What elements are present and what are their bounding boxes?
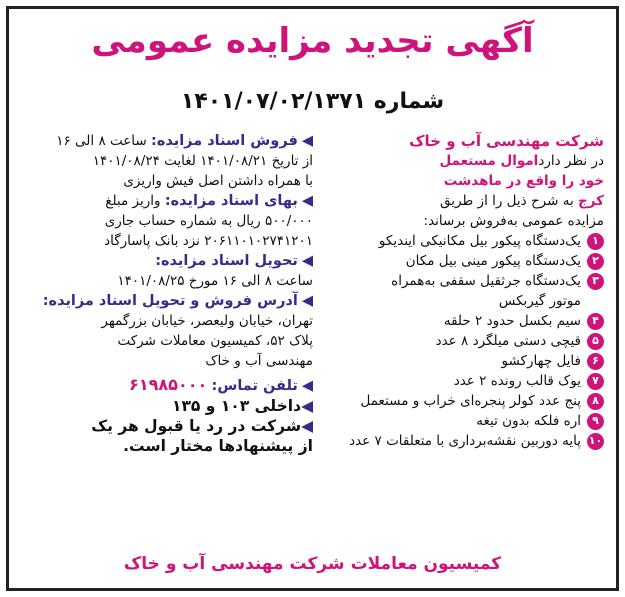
item-text: اره فلکه بدون تیغه <box>476 413 581 429</box>
item-text: سیم بکسل حدود ۲ حلقه <box>443 313 581 329</box>
list-item <box>309 231 604 251</box>
item-number-badge: ۷ <box>587 373 604 390</box>
item-text: قیچی دستی میلگرد ۸ عدد <box>435 333 581 349</box>
sale-line <box>23 131 313 151</box>
phone-head <box>212 378 313 394</box>
intro-pink-1: اموال مستعمل <box>439 153 539 169</box>
item-text: فایل چهارکشو <box>501 353 581 369</box>
triangle-icon: ◀ <box>301 397 313 415</box>
price-text-2: ۵۰۰/۰۰۰ ریال به شماره حساب جاری <box>104 213 313 229</box>
item-number-badge: ۵ <box>587 333 604 350</box>
list-item <box>309 291 604 311</box>
list-item <box>309 331 604 351</box>
list-item <box>309 271 604 291</box>
item-text: یک‌دستگاه جرثقیل سقفی به‌همراه <box>391 273 581 289</box>
sale-head-text: فروش اسناد مزایده: <box>151 133 298 149</box>
sale-head <box>151 133 313 149</box>
item-number-badge: ۶ <box>587 353 604 370</box>
left-column <box>23 131 313 456</box>
price-line <box>23 191 313 211</box>
item-number-badge: ۴ <box>587 313 604 330</box>
notice-number: شماره ۱۴۰۱/۰۷/۰۲/۱۳۷۱ <box>180 89 445 114</box>
list-item <box>309 351 604 371</box>
phone-number: ۶۱۹۸۵۰۰۰ <box>129 375 208 394</box>
delivery-head-text: تحویل اسناد مزایده: <box>155 253 298 269</box>
price-text-3: ۲۰۶۱۱۰۱۰۲۷۴۱۲۰۱ نزد بانک پاسارگاد <box>104 233 313 249</box>
triangle-icon: ◀ <box>301 253 313 269</box>
address-head-text: آدرس فروش و تحویل اسناد مزایده: <box>42 293 298 309</box>
notice-footer: کمیسیون معاملات شرکت مهندسی آب و خاک <box>123 554 502 574</box>
list-item <box>309 431 604 451</box>
sale-text-1: ساعت ۸ الی ۱۶ <box>56 133 147 149</box>
sale-text-2: از تاریخ ۱۴۰۱/۰۸/۲۱ لغایت ۱۴۰۱/۰۸/۲۴ <box>92 153 313 169</box>
ext-text: داخلی ۱۰۳ و ۱۳۵ <box>172 397 302 415</box>
address-head <box>23 291 313 311</box>
address-text-1: تهران، خیابان ولیعصر، خیابان بزرگمهر <box>101 313 313 329</box>
item-number-badge: ۲ <box>587 253 604 270</box>
price-text-1: واریز مبلغ <box>105 193 161 209</box>
item-text: موتور گیربکس <box>498 293 581 309</box>
list-item <box>309 311 604 331</box>
triangle-icon: ◀ <box>301 293 313 309</box>
intro-line-1 <box>309 151 604 171</box>
item-text: پنج عدد کولر پنجره‌ای خراب و مستعمل <box>360 393 581 409</box>
sale-text-3: با همراه داشتن اصل فیش واریزی <box>123 173 313 189</box>
delivery-text: ساعت ۸ الی ۱۶ مورخ ۱۴۰۱/۰۸/۲۵ <box>117 273 313 289</box>
list-item <box>309 371 604 391</box>
triangle-icon: ◀ <box>301 378 313 394</box>
note-line-1 <box>23 416 313 436</box>
intro-pink-2: خود را واقع در ماهدشت <box>443 173 604 189</box>
intro-line-3 <box>309 191 604 211</box>
intro-line-4: مزایده عمومی به‌فروش برساند: <box>423 213 604 229</box>
list-item <box>309 391 604 411</box>
list-item <box>309 411 604 431</box>
right-column <box>309 131 604 451</box>
item-text: یک‌دستگاه پیکور بیل مکانیکی ایندیکو <box>378 233 581 249</box>
intro-text-2: به شرح ذیل را از طریق <box>440 193 574 209</box>
triangle-icon: ◀ <box>301 193 313 209</box>
delivery-head <box>23 251 313 271</box>
address-text-3: مهندسی آب و خاک <box>205 353 313 369</box>
item-number-badge: ۳ <box>587 273 604 290</box>
item-number-badge: ۸ <box>587 393 604 410</box>
intro-pink-3: کرج <box>578 193 604 209</box>
list-item <box>309 251 604 271</box>
ext-line <box>23 396 313 416</box>
triangle-icon: ◀ <box>301 133 313 149</box>
phone-label: تلفن تماس: <box>211 378 298 394</box>
intro-text: در نظر دارد <box>538 153 604 169</box>
price-head <box>165 193 313 209</box>
items-list <box>309 231 604 451</box>
price-head-text: بهای اسناد مزایده: <box>164 193 298 209</box>
triangle-icon: ◀ <box>301 417 313 435</box>
item-text: یک‌دستگاه پیکور مینی بیل مکان <box>405 253 581 269</box>
address-text-2: پلاک ۵۲، کمیسیون معاملات شرکت <box>117 333 313 349</box>
item-text: پایه دوربین نقشه‌برداری با متعلقات ۷ عدد <box>349 433 581 449</box>
item-number-badge: ۱۰ <box>587 433 604 450</box>
phone-line <box>23 375 313 396</box>
company-name: شرکت مهندسی آب و خاک <box>409 132 604 150</box>
note-text-1: شرکت در رد یا قبول هر یک <box>91 417 302 435</box>
item-text: یوک قالب رونده ۲ عدد <box>453 373 581 389</box>
note-text-2: از پیشنهادها مختار است. <box>123 437 313 455</box>
item-number-badge: ۹ <box>587 413 604 430</box>
item-number-badge: ۱ <box>587 233 604 250</box>
notice-frame <box>6 6 619 591</box>
notice-title: آگهی تجدید مزایده عمومی <box>91 21 534 61</box>
